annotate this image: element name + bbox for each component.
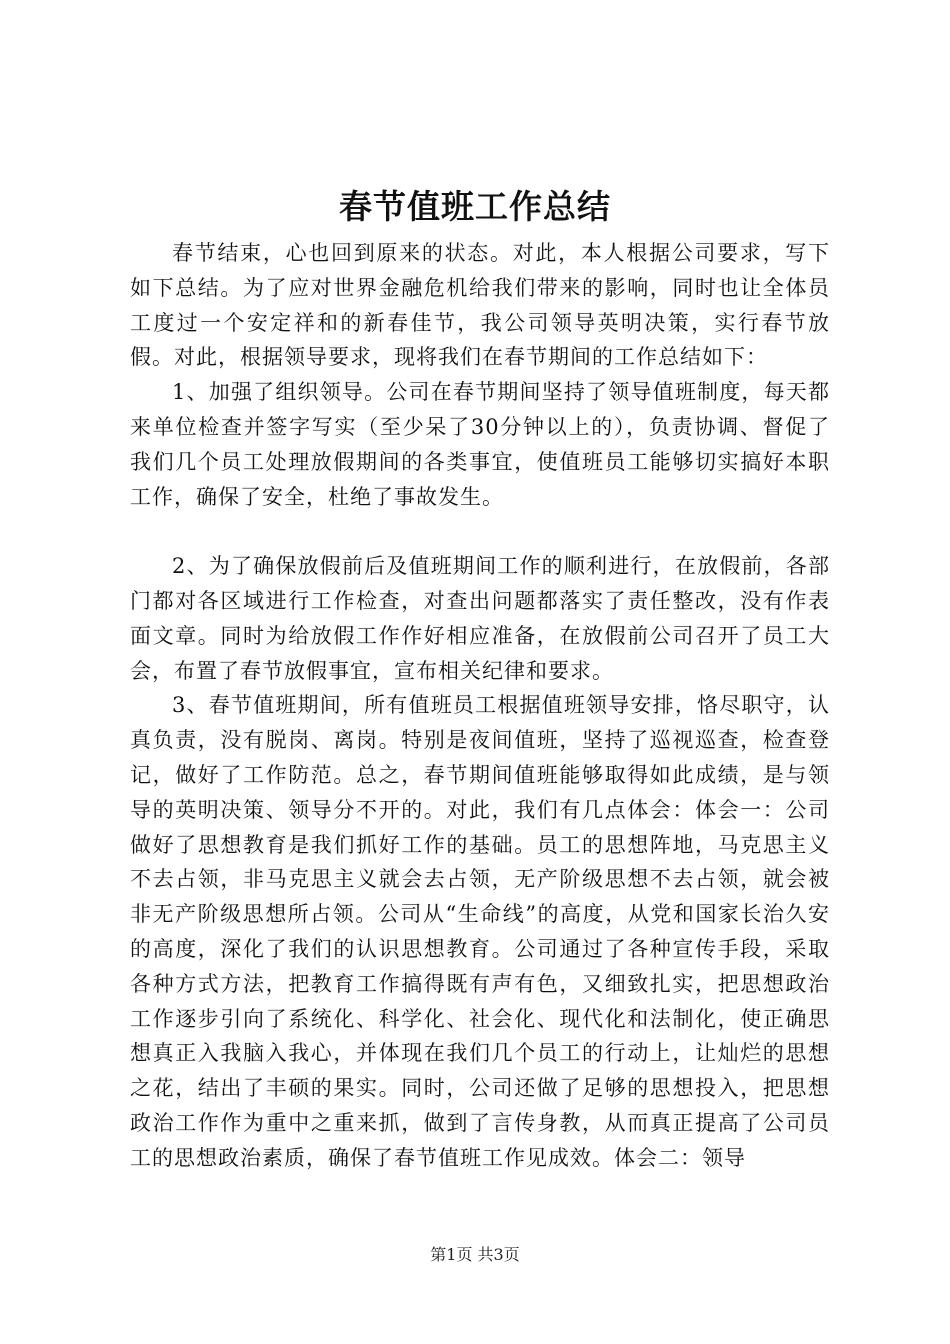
- page-number-footer: 第1页 共3页: [430, 1245, 520, 1264]
- paragraph-item-3: 3、春节值班期间，所有值班员工根据值班领导安排，恪尽职守，认真负责，没有脱岗、离岗。特别是夜间值班，坚持了巡视巡查，检查登记，做好了工作防范。总之，春节期间值班能够取得如此成绩，是与领导的英明决策、领导分不开的。对此，我们有几点体会：体会一：公司做好了思想教育是我们抓好工作的基础。员工的思想阵地，马克思主义不去占领，非马克思主义就会去占领，无产阶级思想不去占领，就会被非无产阶级思想所占领。公司从“生命线”的高度，从党和国家长治久安的高度，深化了我们的认识思想教育。公司通过了各种宣传手段，采取各种方式方法，把教育工作搞得既有声有色，又细致扎实，把思想政治工作逐步引向了系统化、科学化、社会化、现代化和法制化，使正确思想真正入我脑入我心，并体现在我们几个员工的行动上，让灿烂的思想之花，结出了丰硕的果实。同时，公司还做了足够的思想投入，把思想政治工作作为重中之重来抓，做到了言传身教，从而真正提高了公司员工的思想政治素质，确保了春节值班工作见成效。体会二：领导: [130, 693, 830, 1170]
- document-title: 春节值班工作总结: [339, 187, 611, 226]
- paragraph-intro: 春节结束，心也回到原来的状态。对此，本人根据公司要求，写下如下总结。为了应对世界金融危机给我们带来的影响，同时也让全体员工度过一个安定祥和的新春佳节，我公司领导英明决策，实行春节放假。对此，根据领导要求，现将我们在春节期间的工作总结如下：: [130, 241, 830, 370]
- paragraph-item-2: 2、为了确保放假前后及值班期间工作的顺利进行，在放假前，各部门都对各区域进行工作检查，对查出问题都落实了责任整改，没有作表面文章。同时为给放假工作作好相应准备，在放假前公司召开了员工大会，布置了春节放假事宜，宣布相关纪律和要求。: [130, 554, 830, 683]
- paragraph-item-1: 1、加强了组织领导。公司在春节期间坚持了领导值班制度，每天都来单位检查并签字写实（至少呆了30分钟以上的），负责协调、督促了我们几个员工处理放假期间的各类事宜，使值班员工能够切实搞好本职工作，确保了安全，杜绝了事故发生。: [130, 380, 830, 509]
- document-body: [130, 236, 830, 1176]
